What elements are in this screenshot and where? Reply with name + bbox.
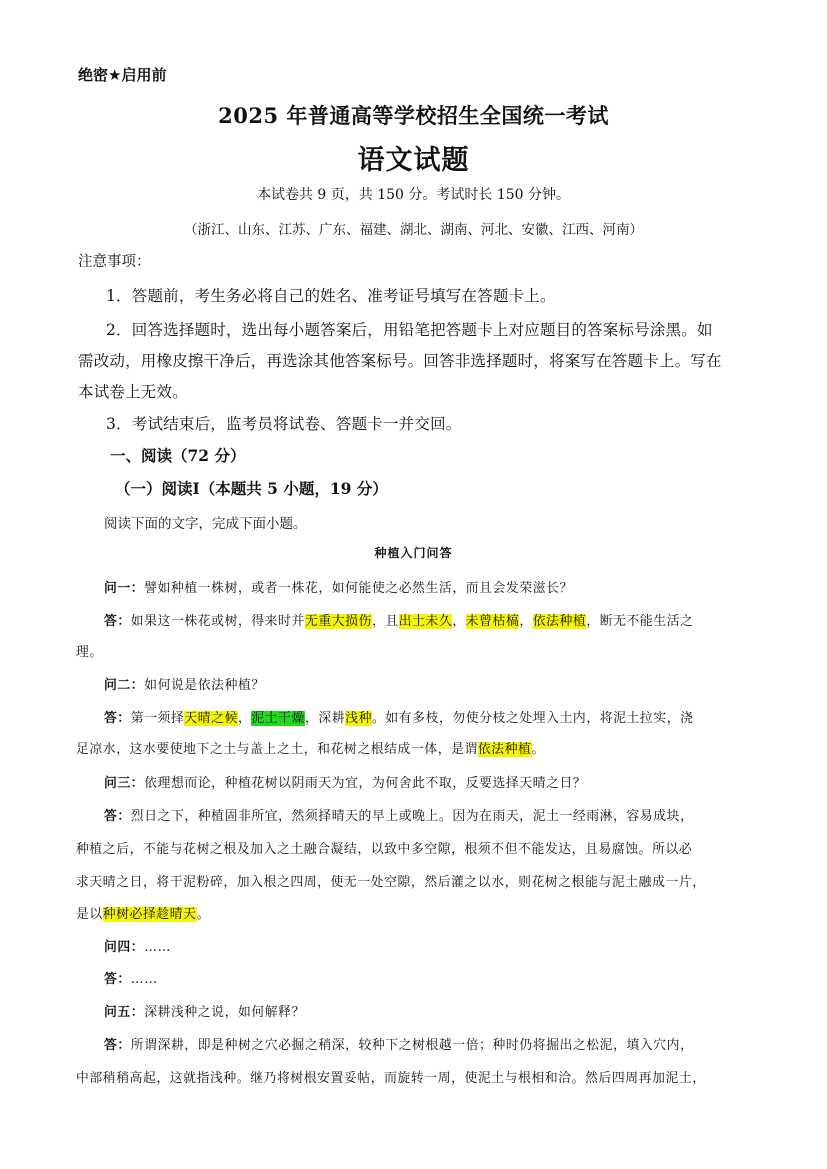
question-label: 问一：	[104, 581, 145, 596]
answer-label: 答：	[104, 809, 131, 824]
answer-text: ，	[452, 614, 466, 629]
question-2	[104, 674, 265, 693]
secret-mark: 绝密★启用前	[78, 66, 167, 84]
highlight: 天晴之候	[184, 711, 238, 726]
answer-4	[104, 968, 158, 987]
answer-text: ，	[519, 614, 533, 629]
question-label: 问二：	[104, 678, 145, 693]
answer-2-line-2	[76, 738, 545, 757]
answer-label: 答：	[104, 711, 131, 726]
answer-text: 。	[196, 907, 210, 922]
answer-text: 。如有多枝，勿使分枝之处埋入土内，将泥土拉实，浇	[371, 711, 694, 726]
notes-title: 注意事项：	[78, 254, 151, 270]
answer-text: ，	[237, 711, 252, 726]
question-text: 譬如种植一株树，或者一株花，如何能使之必然生活，而且会发荣滋长？	[144, 581, 573, 596]
note-line-3: 需改动，用橡皮擦干净后，再选涂其他答案标号。回答非选择题时，将案写在答题卡上。写在	[78, 352, 722, 370]
answer-text: 所谓深耕，即是种树之穴必掘之稍深，较种下之树根越一倍；种时仍将掘出之松泥，填入穴内，	[130, 1038, 694, 1053]
note-line-4: 本试卷上无效。	[78, 383, 188, 401]
answer-text: ，深耕	[304, 711, 346, 726]
question-label: 问三：	[104, 776, 145, 791]
exam-title: 2025 年普通高等学校招生全国统一考试	[218, 103, 609, 128]
answer-label: 答：	[104, 614, 131, 629]
question-1	[104, 577, 573, 596]
answer-1-line-2: 理。	[76, 645, 103, 660]
highlight: 未曾枯槁	[465, 614, 520, 629]
question-3	[104, 772, 586, 791]
answer-2-line-1	[104, 707, 694, 726]
answer-text: 足凉水，这水要使地下之土与盖上之土，和花树之根结成一体，是谓	[76, 742, 478, 757]
question-4	[104, 936, 171, 955]
province-list: （浙江、山东、江苏、广东、福建、湖北、湖南、河北、安徽、江西、河南）	[184, 222, 643, 238]
answer-5-line-2: 中部稍稍高起，这就指浅种。继乃将树根安置妥帖，而旋转一周，使泥土与根相和洽。然后四周再加泥土，	[76, 1071, 706, 1086]
answer-3-line-1	[104, 805, 693, 824]
note-line-5: 3．考试结束后，监考员将试卷、答题卡一并交回。	[106, 415, 462, 433]
answer-text: 如果这一株花或树，得来时并	[130, 614, 305, 629]
answer-1-line-1	[104, 610, 694, 629]
reading-instruction: 阅读下面的文字，完成下面小题。	[104, 516, 307, 532]
highlight: 依法种植	[532, 614, 587, 629]
question-5	[104, 1001, 305, 1020]
question-text: 深耕浅种之说，如何解释？	[144, 1005, 305, 1020]
subject-title: 语文试题	[357, 145, 470, 176]
highlight: 出土未久	[398, 614, 453, 629]
article-title: 种植入门问答	[374, 546, 453, 560]
question-text: 如何说是依法种植？	[144, 678, 265, 693]
subsection-heading: （一）阅读Ⅰ（本题共 5 小题，19 分）	[115, 479, 388, 498]
answer-text: 是以	[76, 907, 103, 922]
answer-text: ……	[130, 972, 158, 987]
answer-text: ，且	[371, 614, 399, 629]
highlight: 依法种植	[477, 742, 532, 757]
note-line-1: 1．答题前，考生务必将自己的姓名、准考证号填写在答题卡上。	[106, 287, 556, 305]
question-text: 依理想而论，种植花树以阴雨天为宜，为何舍此不取，反要选择天晴之日？	[144, 776, 587, 791]
question-label: 问四：	[104, 940, 145, 955]
highlight: 浅种	[345, 711, 372, 726]
highlight: 泥土干燥	[251, 711, 305, 726]
answer-text: 烈日之下，种植固非所宜，然须择晴天的早上或晚上。因为在雨天，泥土一经雨淋，容易成块，	[130, 809, 694, 824]
exam-info: 本试卷共 9 页，共 150 分。考试时长 150 分钟。	[256, 187, 571, 203]
question-label: 问五：	[104, 1005, 145, 1020]
answer-3-line-3: 求天晴之日，将干泥粉碎，加入根之四周，使无一处空隙，然后灌之以水，则花树之根能与泥土融成一片，	[76, 875, 706, 890]
note-line-2: 2．回答选择题时，选出每小题答案后，用铅笔把答题卡上对应题目的答案标号涂黑。如	[106, 321, 713, 339]
question-text: ……	[144, 940, 171, 955]
answer-5-line-1	[104, 1034, 693, 1053]
section-heading: 一、阅读（72 分）	[110, 446, 246, 465]
answer-text: ，断无不能生活之	[586, 614, 694, 629]
answer-label: 答：	[104, 972, 131, 987]
answer-3-line-2: 种植之后，不能与花树之根及加入之土融合凝结，以致中多空隙，根须不但不能发达，且易腐蚀。所以必	[76, 842, 693, 857]
answer-text: 。	[531, 742, 545, 757]
highlight: 无重大损伤	[304, 614, 372, 629]
answer-3-line-4	[76, 903, 210, 922]
answer-text: 第一须择	[130, 711, 185, 726]
answer-label: 答：	[104, 1038, 131, 1053]
highlight: 种树必择趁晴天	[102, 907, 197, 922]
